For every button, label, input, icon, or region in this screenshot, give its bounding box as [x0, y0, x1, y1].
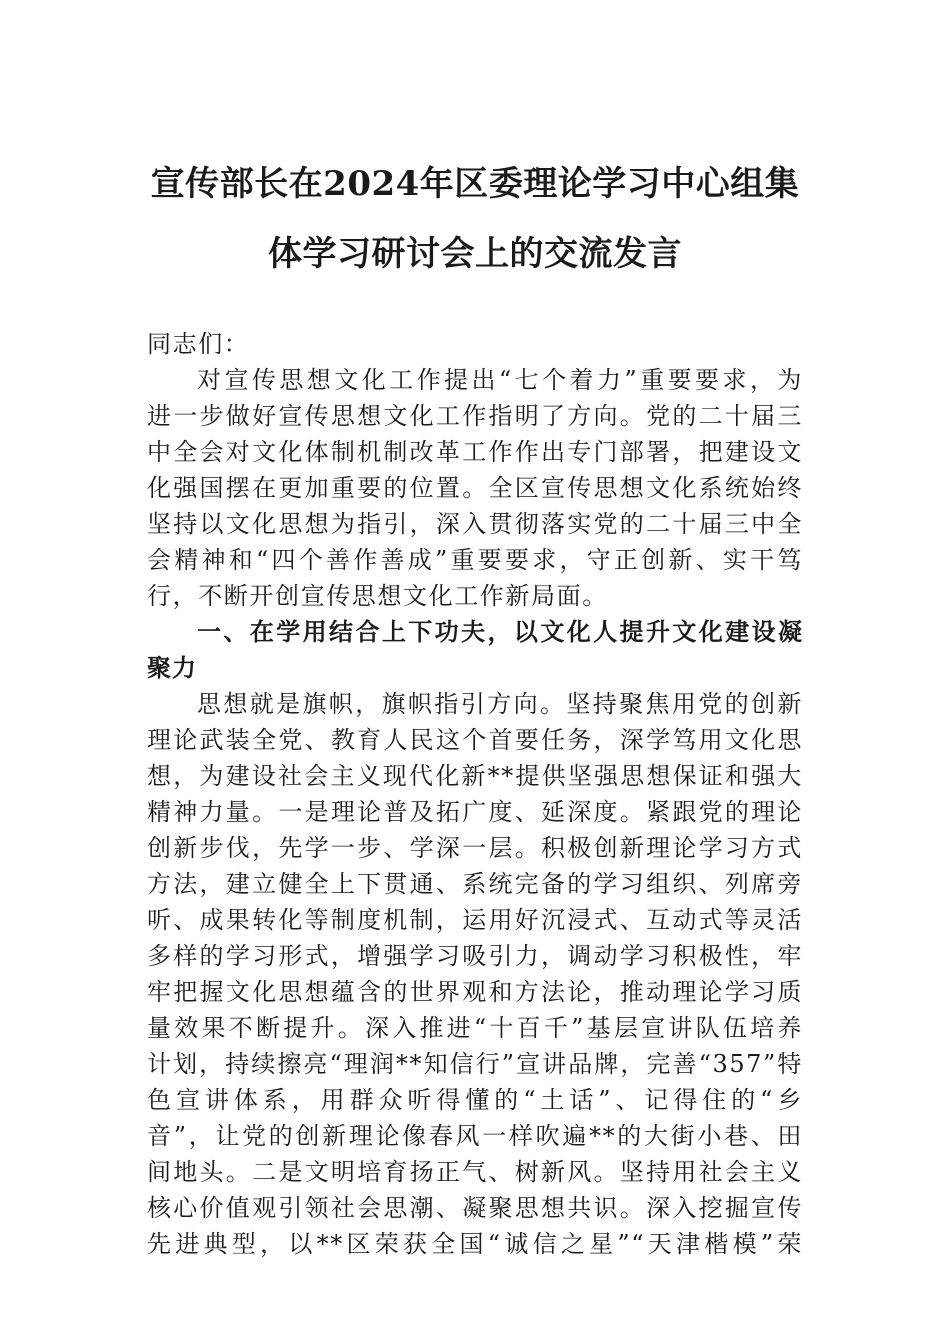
paragraph-1-line: 坚持以文化思想为指引，深入贯彻落实党的二十届三中全: [147, 510, 803, 538]
paragraph-2-line: 音”，让党的创新理论像春风一样吹遍**的大街小巷、田: [147, 1122, 803, 1150]
paragraph-1-line: 行，不断开创宣传思想文化工作新局面。: [147, 582, 608, 610]
paragraph-1-line: 会精神和“四个善作善成”重要要求，守正创新、实干笃: [147, 546, 803, 574]
document-title-line-1: 宣传部长在2024年区委理论学习中心组集: [150, 164, 800, 204]
paragraph-2-line: 牢把握文化思想蕴含的世界观和方法论，推动理论学习质: [147, 978, 803, 1006]
paragraph-2-line: 想，为建设社会主义现代化新**提供坚强思想保证和强大: [147, 762, 803, 790]
paragraph-1-line: 中全会对文化体制机制改革工作作出专门部署，把建设文: [147, 438, 803, 466]
paragraph-2-line: 量效果不断提升。深入推进“十百千”基层宣讲队伍培养: [147, 1014, 803, 1042]
document-title-line-2: 体学习研讨会上的交流发言: [268, 234, 682, 274]
section-heading-line: 聚力: [147, 654, 197, 682]
paragraph-2-line: 间地头。二是文明培育扬正气、树新风。坚持用社会主义: [147, 1158, 803, 1186]
paragraph-2-line: 方法，建立健全上下贯通、系统完备的学习组织、列席旁: [147, 870, 803, 898]
paragraph-2-line: 色宣讲体系，用群众听得懂的“土话”、记得住的“乡: [147, 1086, 803, 1114]
paragraph-2-line: 创新步伐，先学一步、学深一层。积极创新理论学习方式: [147, 834, 803, 862]
salutation: 同志们：: [147, 330, 250, 358]
paragraph-2-line: 核心价值观引领社会思潮、凝聚思想共识。深入挖掘宣传: [147, 1194, 803, 1222]
paragraph-1-line: 化强国摆在更加重要的位置。全区宣传思想文化系统始终: [147, 474, 803, 502]
paragraph-2-line: 先进典型，以**区荣获全国“诚信之星”“天津楷模”荣: [147, 1230, 803, 1258]
paragraph-1-line: 对宣传思想文化工作提出“七个着力”重要要求，为: [197, 366, 803, 394]
paragraph-1-line: 进一步做好宣传思想文化工作指明了方向。党的二十届三: [147, 402, 803, 430]
paragraph-2-line: 精神力量。一是理论普及拓广度、延深度。紧跟党的理论: [147, 798, 803, 826]
paragraph-2-line: 理论武装全党、教育人民这个首要任务，深学笃用文化思: [147, 726, 803, 754]
paragraph-2-line: 多样的学习形式，增强学习吸引力，调动学习积极性，牢: [147, 942, 803, 970]
paragraph-2-line: 听、成果转化等制度机制，运用好沉浸式、互动式等灵活: [147, 906, 803, 934]
section-heading-line: 一、在学用结合上下功夫，以文化人提升文化建设凝: [197, 618, 803, 646]
paragraph-2-line: 思想就是旗帜，旗帜指引方向。坚持聚焦用党的创新: [197, 690, 803, 718]
paragraph-2-line: 计划，持续擦亮“理润**知信行”宣讲品牌，完善“357”特: [147, 1050, 803, 1078]
